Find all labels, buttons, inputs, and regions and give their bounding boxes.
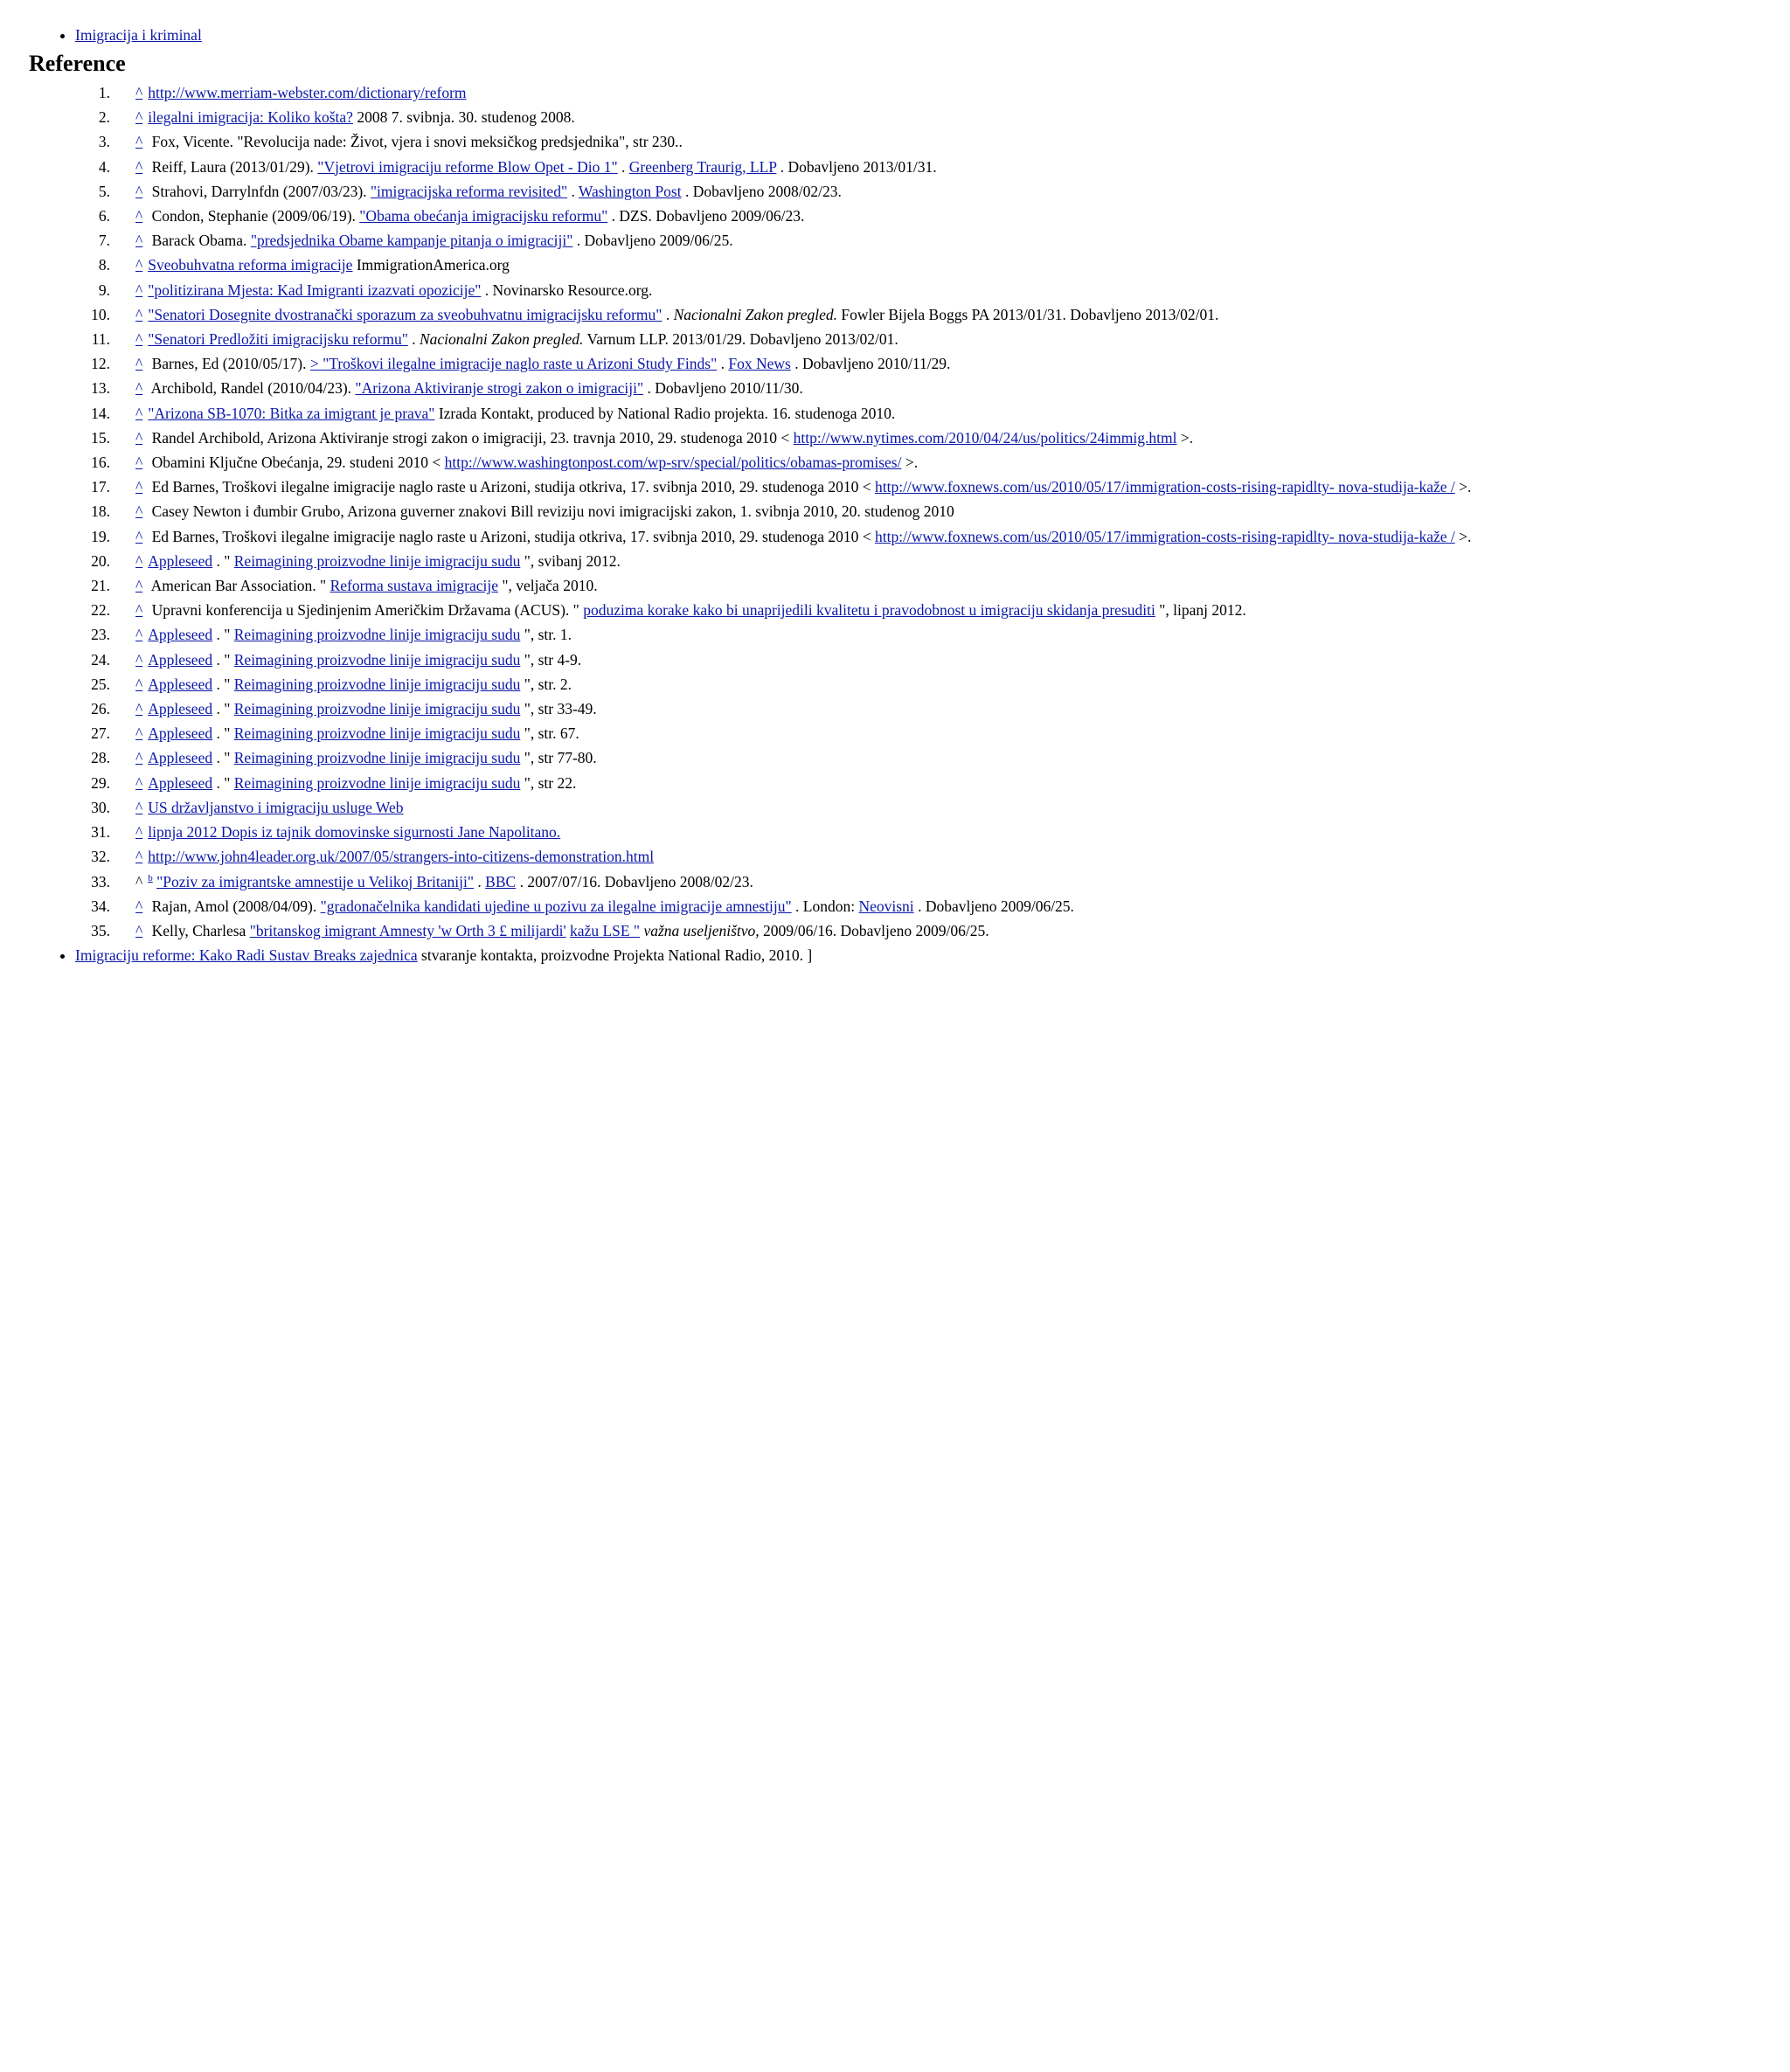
ref-link[interactable]: Appleseed xyxy=(148,551,213,570)
reference-item xyxy=(29,771,1768,795)
reference-item xyxy=(29,549,1768,573)
ref-text: Obamini Ključne Obećanja, 29. studeni 2010 < xyxy=(148,454,445,472)
ref-text: ", str. 67. xyxy=(520,724,579,743)
ref-text: . " xyxy=(212,551,234,570)
ref-text: . xyxy=(407,330,420,349)
ref-text: . Dobavljeno 2010/11/29. xyxy=(790,355,951,373)
ref-link[interactable]: "Arizona Aktiviranje strogi zakon o imigraciji" xyxy=(355,379,644,398)
ref-number: 33. xyxy=(91,872,110,890)
backlink-caret[interactable]: ^ xyxy=(135,675,143,693)
ref-link[interactable]: "Vjetrovi imigraciju reforme Blow Opet - Dio 1" xyxy=(317,157,618,176)
reference-item xyxy=(29,426,1768,450)
ref-number: 32. xyxy=(91,848,110,866)
ref-link[interactable]: Fox News xyxy=(728,355,791,373)
backlink-caret[interactable]: ^ xyxy=(135,626,143,644)
ref-text: ", svibanj 2012. xyxy=(520,551,621,570)
backlink-caret[interactable]: ^ xyxy=(135,157,143,176)
ref-number: 34. xyxy=(91,897,110,915)
ref-text: ", veljača 2010. xyxy=(498,577,598,595)
ref-number: 23. xyxy=(91,626,110,644)
reference-list xyxy=(29,80,1768,943)
ref-link[interactable]: http://www.foxnews.com/us/2010/05/17/immigration-costs-rising-rapidlty- nova-studija-kaže / xyxy=(874,478,1455,496)
ref-number: 3. xyxy=(98,133,110,151)
ref-number: 12. xyxy=(91,355,110,373)
ref-link[interactable]: ilegalni imigracija: Koliko košta? xyxy=(148,108,353,127)
reference-item xyxy=(29,672,1768,696)
ref-text: . xyxy=(617,157,629,176)
ref-text: . " xyxy=(212,724,234,743)
backlink-caret[interactable]: ^ xyxy=(135,700,143,718)
ref-text: ", str. 2. xyxy=(520,675,572,693)
reference-item xyxy=(29,894,1768,918)
ref-link[interactable]: Reimagining proizvodne linije imigraciju sudu xyxy=(233,650,521,669)
link-imigracija-i-kriminal[interactable]: Imigracija i kriminal xyxy=(75,26,202,44)
ref-link[interactable]: Neovisni xyxy=(858,897,914,915)
ref-text: >. xyxy=(901,454,919,472)
ref-link[interactable]: BBC xyxy=(485,872,517,890)
ref-text: Kelly, Charlesa xyxy=(148,921,250,939)
ref-number: 17. xyxy=(91,478,110,496)
backlink-caret[interactable]: ^ xyxy=(135,379,143,398)
ref-text: . Dobavljeno 2010/11/30. xyxy=(643,379,803,398)
ref-link[interactable]: http://www.john4leader.org.uk/2007/05/strangers-into-citizens-demonstration.html xyxy=(148,848,655,866)
ref-publication: Nacionalni Zakon pregled. xyxy=(419,330,584,349)
ref-link[interactable]: Appleseed xyxy=(148,650,213,669)
reference-item xyxy=(29,475,1768,499)
reference-item xyxy=(29,622,1768,647)
ref-link[interactable]: http://www.nytimes.com/2010/04/24/us/politics/24immig.html xyxy=(793,428,1177,447)
ref-link[interactable]: "Obama obećanja imigracijsku reformu" xyxy=(359,207,608,225)
ref-link[interactable]: Reimagining proizvodne linije imigraciju sudu xyxy=(233,551,521,570)
ref-link[interactable]: http://www.washingtonpost.com/wp-srv/special/politics/obamas-promises/ xyxy=(444,454,902,472)
ref-text: . " xyxy=(212,626,234,644)
ref-number: 16. xyxy=(91,454,110,472)
ref-number: 18. xyxy=(91,502,110,521)
reference-item xyxy=(29,573,1768,598)
ref-link[interactable]: Reimagining proizvodne linije imigraciju sudu xyxy=(233,749,521,767)
list-item xyxy=(75,23,1768,47)
ref-text: >. xyxy=(1454,527,1472,545)
backlink-caret[interactable]: ^ xyxy=(135,577,143,595)
ref-link[interactable]: http://www.foxnews.com/us/2010/05/17/immigration-costs-rising-rapidlty- nova-studija-kaže / xyxy=(874,527,1455,545)
ref-link[interactable]: "Senatori Dosegnite dvostranački sporazum za sveobuhvatnu imigracijsku reformu" xyxy=(148,305,663,323)
ref-link[interactable]: "Arizona SB-1070: Bitka za imigrant je prava" xyxy=(148,404,435,422)
ref-link[interactable]: "predsjednika Obame kampanje pitanja o imigraciji" xyxy=(250,232,573,250)
ref-number: 27. xyxy=(91,724,110,743)
ref-text: Barack Obama. xyxy=(148,232,251,250)
ref-number: 6. xyxy=(98,207,110,225)
ref-link[interactable]: Appleseed xyxy=(148,773,213,792)
ref-link[interactable]: poduzima korake kako bi unaprijedili kvalitetu i pravodobnost u imigraciju skidanja presuditi xyxy=(583,601,1155,620)
ref-number: 9. xyxy=(98,281,110,299)
backlink-caret[interactable]: ^ xyxy=(135,404,143,422)
section-heading-reference: Reference xyxy=(29,51,126,76)
reference-item xyxy=(29,648,1768,672)
ref-text: Rajan, Amol (2008/04/09). xyxy=(148,897,321,915)
ref-text: ", str 33-49. xyxy=(520,700,597,718)
ref-number: 14. xyxy=(91,404,110,422)
backlink-caret[interactable]: ^ xyxy=(135,454,143,472)
ref-number: 20. xyxy=(91,551,110,570)
ref-number: 2. xyxy=(98,108,110,127)
ref-text: Varnum LLP. 2013/01/29. Dobavljeno 2013/02/01. xyxy=(583,330,898,349)
ref-link[interactable]: Appleseed xyxy=(148,626,213,644)
ref-text: ", str 4-9. xyxy=(520,650,582,669)
reference-item xyxy=(29,450,1768,475)
ref-link[interactable]: Reimagining proizvodne linije imigraciju sudu xyxy=(233,675,521,693)
reference-item xyxy=(29,228,1768,253)
reference-item xyxy=(29,870,1768,894)
reference-item xyxy=(29,918,1768,943)
backlink-caret[interactable]: ^ xyxy=(135,823,143,842)
list-item-text: stvaranje kontakta, proizvodne Projekta National Radio, 2010. ] xyxy=(417,946,813,965)
reference-item xyxy=(29,524,1768,549)
backlink-caret[interactable]: ^ xyxy=(135,281,143,299)
ref-link[interactable]: "Poziv za imigrantske amnestije u Velikoj Britaniji" xyxy=(156,872,475,890)
reference-item xyxy=(29,795,1768,820)
ref-text: . Dobavljeno 2009/06/25. xyxy=(913,897,1074,915)
ref-number: 7. xyxy=(98,232,110,250)
ref-link[interactable]: lipnja 2012 Dopis iz tajnik domovinske sigurnosti Jane Napolitano. xyxy=(148,823,561,842)
reference-item xyxy=(29,745,1768,770)
ref-number: 5. xyxy=(98,182,110,200)
ref-number: 15. xyxy=(91,428,110,447)
ref-number: 35. xyxy=(91,921,110,939)
ref-text: >. xyxy=(1454,478,1472,496)
ref-number: 4. xyxy=(98,157,110,176)
ref-number: 22. xyxy=(91,601,110,620)
ref-text: ImmigrationAmerica.org xyxy=(352,256,510,274)
ref-text: Archibold, Randel (2010/04/23). xyxy=(148,379,356,398)
backlink-caret[interactable]: ^ xyxy=(135,527,143,545)
reference-item xyxy=(29,129,1768,154)
ref-number: 24. xyxy=(91,650,110,669)
ref-link[interactable]: Washington Post xyxy=(578,182,682,200)
ref-text: Izrada Kontakt, produced by National Radio projekta. 16. studenoga 2010. xyxy=(434,404,896,422)
ref-link[interactable]: Reimagining proizvodne linije imigraciju sudu xyxy=(233,724,521,743)
backlink-caret[interactable]: ^ xyxy=(135,650,143,669)
ref-text: American Bar Association. " xyxy=(148,577,330,595)
ref-number: 19. xyxy=(91,527,110,545)
ref-link[interactable]: kažu LSE " xyxy=(570,921,641,939)
reference-item xyxy=(29,80,1768,105)
ref-number: 28. xyxy=(91,749,110,767)
reference-item xyxy=(29,105,1768,129)
ref-link[interactable]: Appleseed xyxy=(148,724,213,743)
ref-number: 25. xyxy=(91,675,110,693)
backlink-caret[interactable]: ^ xyxy=(135,502,143,521)
backlink-caret[interactable]: ^ xyxy=(135,428,143,447)
link-imigraciju-reforme[interactable]: Imigraciju reforme: Kako Radi Sustav Breaks zajednica xyxy=(75,946,418,965)
see-also-list xyxy=(29,23,1768,47)
ref-text: . xyxy=(567,182,579,200)
reference-item xyxy=(29,696,1768,721)
ref-text: . Dobavljeno 2013/01/31. xyxy=(776,157,937,176)
reference-item xyxy=(29,302,1768,327)
reference-item xyxy=(29,499,1768,523)
ref-text: . " xyxy=(212,700,234,718)
backlink-caret[interactable]: ^ xyxy=(135,921,143,939)
ref-link[interactable]: Greenberg Traurig, LLP xyxy=(628,157,777,176)
ref-link[interactable]: "gradonačelnika kandidati ujedine u pozivu za ilegalne imigracije amnestiju" xyxy=(320,897,792,915)
reference-item xyxy=(29,155,1768,179)
reference-item xyxy=(29,598,1768,622)
ref-number: 13. xyxy=(91,379,110,398)
ref-link[interactable]: Appleseed xyxy=(148,749,213,767)
ref-text: Barnes, Ed (2010/05/17). xyxy=(148,355,310,373)
article-content xyxy=(29,23,1768,967)
ref-text: . " xyxy=(212,675,234,693)
ref-text: . Novinarsko Resource.org. xyxy=(481,281,653,299)
ref-link[interactable]: "imigracijska reforma revisited" xyxy=(370,182,568,200)
reference-item xyxy=(29,721,1768,745)
ref-text: . xyxy=(662,305,674,323)
ref-text: >. xyxy=(1176,428,1194,447)
reference-item xyxy=(29,179,1768,204)
ref-link[interactable]: "politizirana Mjesta: Kad Imigranti izazvati opozicije" xyxy=(148,281,482,299)
ref-text: ", str. 1. xyxy=(520,626,572,644)
reference-item xyxy=(29,327,1768,351)
ref-link[interactable]: Reimagining proizvodne linije imigraciju sudu xyxy=(233,700,521,718)
reference-item xyxy=(29,844,1768,869)
ref-text: Randel Archibold, Arizona Aktiviranje strogi zakon o imigraciji, 23. travnja 2010, 29. studenoga 2010 < xyxy=(148,428,794,447)
ref-text: ", str 22. xyxy=(520,773,577,792)
backlink-caret[interactable]: ^ xyxy=(135,601,143,620)
ref-text: Fowler Bijela Boggs PA 2013/01/31. Dobavljeno 2013/02/01. xyxy=(837,305,1219,323)
backlink-caret[interactable]: ^ xyxy=(135,232,143,250)
ref-text: . " xyxy=(212,749,234,767)
ref-publication: važna useljeništvo, xyxy=(640,921,760,939)
ref-text: Casey Newton i đumbir Grubo, Arizona guverner znakovi Bill reviziju novi imigracijski zakon, 1. svibnja 2010, 20. studenog 2010 xyxy=(148,502,954,521)
ref-link[interactable]: > "Troškovi ilegalne imigracije naglo raste u Arizoni Study Finds" xyxy=(309,355,718,373)
ref-text: . xyxy=(717,355,729,373)
ref-number: 30. xyxy=(91,798,110,816)
ref-number: 21. xyxy=(91,577,110,595)
reference-item xyxy=(29,278,1768,302)
ref-link[interactable]: Reimagining proizvodne linije imigraciju sudu xyxy=(233,626,521,644)
reference-item xyxy=(29,253,1768,277)
ref-number: 29. xyxy=(91,773,110,792)
ref-link[interactable]: Appleseed xyxy=(148,700,213,718)
ref-text: Reiff, Laura (2013/01/29). xyxy=(148,157,318,176)
backlink-caret[interactable]: ^ xyxy=(135,182,143,200)
backlink-caret[interactable]: ^ xyxy=(135,355,143,373)
reference-item xyxy=(29,204,1768,228)
ref-text: ", str 77-80. xyxy=(520,749,597,767)
backlink-caret[interactable]: ^ xyxy=(135,724,143,743)
backlink-caret[interactable]: ^ xyxy=(135,207,143,225)
ref-text: Fox, Vicente. "Revolucija nade: Život, vjera i snovi meksičkog predsjednika", str 230.. xyxy=(148,133,683,151)
ref-link[interactable]: Sveobuhvatna reforma imigracije xyxy=(148,256,353,274)
ref-number: 31. xyxy=(91,823,110,842)
ref-link[interactable]: "Senatori Predložiti imigracijsku reformu" xyxy=(148,330,408,349)
backlink-caret[interactable]: ^ xyxy=(135,848,143,866)
backlink-caret[interactable]: ^ xyxy=(135,551,143,570)
ref-number: 11. xyxy=(91,330,110,349)
ref-text: 2008 7. svibnja. 30. studenog 2008. xyxy=(352,108,575,127)
backlink-caret[interactable]: ^ xyxy=(135,133,143,151)
backlink-caret[interactable]: ^ xyxy=(135,478,143,496)
ref-link[interactable]: Reforma sustava imigracije xyxy=(330,577,499,595)
list-item xyxy=(75,943,1768,967)
reference-item xyxy=(29,401,1768,426)
ref-publication: Nacionalni Zakon pregled. xyxy=(673,305,838,323)
ref-text: . DZS. Dobavljeno 2009/06/23. xyxy=(607,207,805,225)
ref-text: Condon, Stephanie (2009/06/19). xyxy=(148,207,360,225)
ref-text: . " xyxy=(212,773,234,792)
backlink-caret[interactable]: ^ xyxy=(135,108,143,127)
ref-text: Ed Barnes, Troškovi ilegalne imigracije naglo raste u Arizoni, studija otkriva, 17. svibnja 2010, 29. studenoga 2010 < xyxy=(148,527,875,545)
backlink-caret[interactable]: ^ xyxy=(135,84,143,101)
ref-text: Ed Barnes, Troškovi ilegalne imigracije naglo raste u Arizoni, studija otkriva, 17. svibnja 2010, 29. studenoga 2010 < xyxy=(148,478,875,496)
reference-item xyxy=(29,376,1768,400)
ref-number: 26. xyxy=(91,700,110,718)
ref-text: . London: xyxy=(791,897,859,915)
backlink-caret[interactable]: ^ xyxy=(135,897,143,915)
ref-text: 2009/06/16. Dobavljeno 2009/06/25. xyxy=(759,921,989,939)
backlink-caret[interactable]: ^ xyxy=(135,256,143,274)
reference-item xyxy=(29,351,1768,376)
external-links-list xyxy=(29,943,1768,967)
ref-link[interactable]: US državljanstvo i imigraciju usluge Web xyxy=(148,798,404,816)
ref-link[interactable]: http://www.merriam-webster.com/dictionary/reform xyxy=(148,84,467,101)
ref-link[interactable]: "britanskog imigrant Amnesty 'w Orth 3 £ milijardi' xyxy=(249,921,566,939)
ref-link[interactable]: Reimagining proizvodne linije imigraciju sudu xyxy=(233,773,521,792)
backlink-caret: ^ xyxy=(135,872,143,890)
ref-text: . Dobavljeno 2009/06/25. xyxy=(572,232,733,250)
backlink-caret[interactable]: ^ xyxy=(135,305,143,323)
ref-text: . " xyxy=(212,650,234,669)
ref-text: ", lipanj 2012. xyxy=(1155,601,1246,620)
backlink-caret[interactable]: ^ xyxy=(135,798,143,816)
backlink-caret[interactable]: ^ xyxy=(135,330,143,349)
ref-number: 10. xyxy=(91,305,110,323)
ref-number: 1. xyxy=(98,84,110,101)
ref-text: . 2007/07/16. Dobavljeno 2008/02/23. xyxy=(516,872,753,890)
backlink-b[interactable]: b xyxy=(148,872,153,884)
backlink-caret[interactable]: ^ xyxy=(135,773,143,792)
ref-text: Strahovi, Darrylnfdn (2007/03/23). xyxy=(148,182,371,200)
ref-link[interactable]: Appleseed xyxy=(148,675,213,693)
ref-text: Upravni konferencija u Sjedinjenim Američkim Državama (ACUS). " xyxy=(148,601,584,620)
ref-text: . Dobavljeno 2008/02/23. xyxy=(681,182,842,200)
backlink-caret[interactable]: ^ xyxy=(135,749,143,767)
reference-item xyxy=(29,820,1768,844)
ref-text: . xyxy=(474,872,486,890)
ref-number: 8. xyxy=(98,256,110,274)
